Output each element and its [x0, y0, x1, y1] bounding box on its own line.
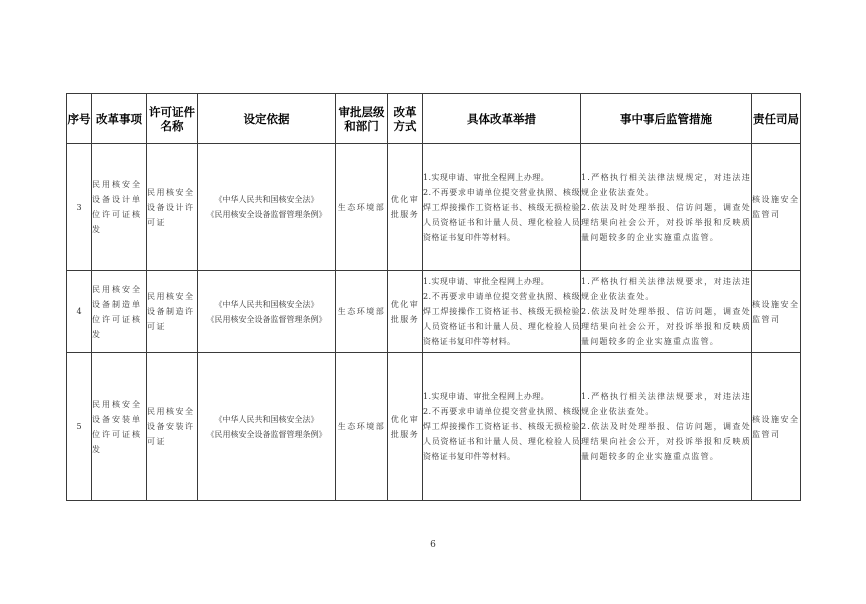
- measure-item: 1.实现申请、审批全程网上办理。: [423, 172, 550, 182]
- license-name: 民用核安全设备安装许可证: [147, 353, 198, 501]
- legal-basis-line: 《民用核安全设备监督管理条例》: [206, 210, 327, 219]
- legal-basis-line: 《中华人民共和国核安全法》: [214, 195, 319, 204]
- approval-level: 生态环境部: [336, 144, 388, 271]
- supervision-measures: [581, 144, 752, 271]
- header-legal-basis: 设定依据: [198, 94, 336, 144]
- measure-item: 2.不再要求申请单位提交营业执照、核级焊工焊接操作工资格证书、核级无损检验人员资格证书和计量人员、理化检验人员资格证书复印件等材料。: [423, 407, 580, 461]
- approval-level: 生态环境部: [336, 271, 388, 353]
- header-supervision-measures: 事中事后监管措施: [581, 94, 752, 144]
- reform-method: 优化审批服务: [388, 353, 423, 501]
- responsible-dept: 核设施安全监管司: [752, 271, 801, 353]
- header-license-name: 许可证件名称: [147, 94, 198, 144]
- measure-item: 2.不再要求申请单位提交营业执照、核级焊工焊接操作工资格证书、核级无损检验人员资格证书和计量人员、理化检验人员资格证书复印件等材料。: [423, 187, 580, 242]
- header-responsible-dept: 责任司局: [752, 94, 801, 144]
- table-header-row: [67, 94, 801, 144]
- measure-item: 1.实现申请、审批全程网上办理。: [423, 277, 550, 286]
- reform-measures: [423, 144, 581, 271]
- supervision-item: 2.依法及时处理举报、信访问题，调查处理结果向社会公开，对投诉举报和反映质量问题较多的企业实施重点监管。: [581, 307, 751, 346]
- row-number: 4: [67, 271, 92, 353]
- table-row: [67, 353, 801, 501]
- reform-item: 民用核安全设备设计单位许可证核发: [92, 144, 147, 271]
- row-number: 5: [67, 353, 92, 501]
- header-reform-measures: 具体改革举措: [423, 94, 581, 144]
- reform-item: 民用核安全设备制造单位许可证核发: [92, 271, 147, 353]
- header-reform-item: 改革事项: [92, 94, 147, 144]
- legal-basis: [198, 144, 336, 271]
- measure-item: 1.实现申请、审批全程网上办理。: [423, 392, 550, 401]
- legal-basis-line: 《民用核安全设备监督管理条例》: [206, 429, 327, 439]
- header-approval-level: 审批层级和部门: [336, 94, 388, 144]
- reform-method: 优化审批服务: [388, 271, 423, 353]
- license-name: 民用核安全设备设计许可证: [147, 144, 198, 271]
- supervision-item: 1.严格执行相关法律法规要求，对违法违规企业依法查处。: [581, 277, 751, 301]
- supervision-measures: [581, 353, 752, 501]
- reform-method: 优化审批服务: [388, 144, 423, 271]
- supervision-item: 1.严格执行相关法律法规规定，对违法违规企业依法查处。: [581, 172, 751, 197]
- supervision-item: 2.依法及时处理举报、信访问题，调查处理结果向社会公开，对投诉举报和反映质量问题较多的企业实施重点监管。: [581, 202, 751, 242]
- table-row: [67, 271, 801, 353]
- header-number: 序号: [67, 94, 92, 144]
- reform-item: 民用核安全设备安装单位许可证核发: [92, 353, 147, 501]
- approval-level: 生态环境部: [336, 353, 388, 501]
- row-number: 3: [67, 144, 92, 271]
- responsible-dept: 核设施安全监管司: [752, 144, 801, 271]
- legal-basis: [198, 353, 336, 501]
- legal-basis-line: 《民用核安全设备监督管理条例》: [206, 314, 327, 324]
- license-name: 民用核安全设备制造许可证: [147, 271, 198, 353]
- reform-measures: [423, 353, 581, 501]
- measure-item: 2.不再要求申请单位提交营业执照、核级焊工焊接操作工资格证书、核级无损检验人员资格证书和计量人员、理化检验人员资格证书复印件等材料。: [423, 292, 580, 346]
- reform-measures: [423, 271, 581, 353]
- legal-basis: [198, 271, 336, 353]
- supervision-item: 1.严格执行相关法律法规要求，对违法违规企业依法查处。: [581, 392, 751, 416]
- supervision-measures: [581, 271, 752, 353]
- legal-basis-line: 《中华人民共和国核安全法》: [214, 299, 319, 309]
- responsible-dept: 核设施安全监管司: [752, 353, 801, 501]
- legal-basis-line: 《中华人民共和国核安全法》: [214, 414, 319, 424]
- reform-table: [66, 93, 801, 501]
- supervision-item: 2.依法及时处理举报、信访问题，调查处理结果向社会公开，对投诉举报和反映质量问题较多的企业实施重点监管。: [581, 422, 751, 461]
- page-number: 6: [430, 540, 436, 550]
- header-reform-method: 改革方式: [388, 94, 423, 144]
- table-row: [67, 144, 801, 271]
